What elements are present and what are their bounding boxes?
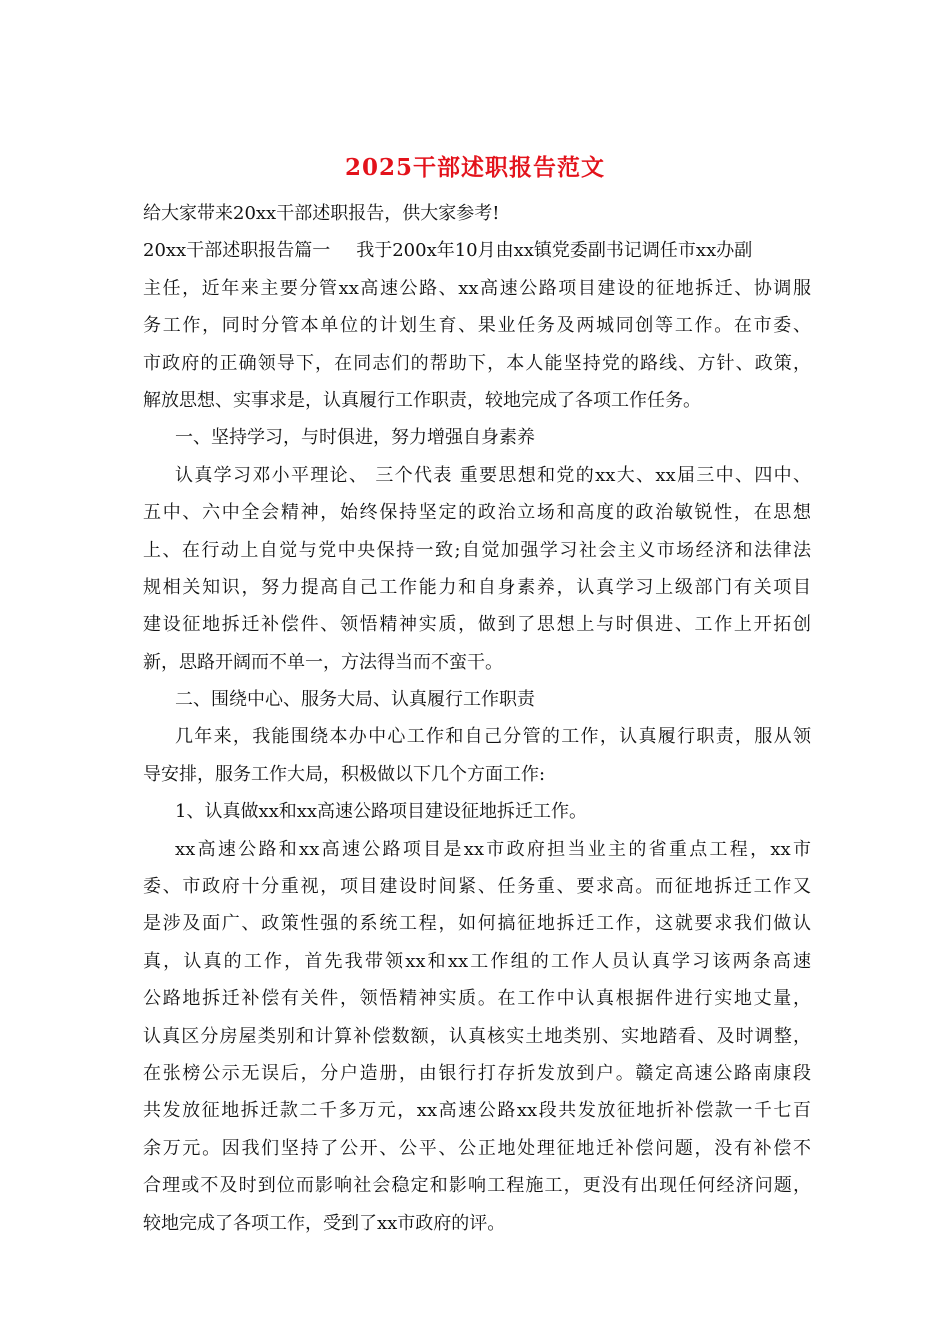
paragraph-line: 几年来，我能围绕本办中心工作和自己分管的工作，认真履行职责，服从领 [175, 726, 811, 748]
paragraph-line: 共发放征地拆迁款二千多万元，xx高速公路xx段共发放征地折补偿款一千七百 [143, 1100, 811, 1122]
intro-line: 给大家带来20xx干部述职报告，供大家参考! [143, 203, 500, 224]
report-heading-label: 20xx干部述职报告篇一 [143, 240, 331, 262]
report-heading-line [143, 232, 811, 269]
paragraph-line: 主任，近年来主要分管xx高速公路、xx高速公路项目建设的征地拆迁、协调服 [143, 277, 811, 299]
subsection-heading-1: 1、认真做xx和xx高速公路项目建设征地拆迁工作。 [175, 801, 588, 823]
paragraph-line: 合理或不及时到位而影响社会稳定和影响工程施工，更没有出现任何经济问题， [143, 1175, 811, 1197]
section-heading-2: 二、围绕中心、服务大局、认真履行工作职责 [175, 689, 535, 711]
paragraph-line: 建设征地拆迁补偿件、领悟精神实质，做到了思想上与时俱进、工作上开拓创 [143, 614, 811, 636]
paragraph-line: 务工作，同时分管本单位的计划生育、果业任务及两城同创等工作。在市委、 [143, 315, 811, 337]
paragraph-line: 规相关知识，努力提高自己工作能力和自身素养，认真学习上级部门有关项目 [143, 576, 811, 598]
paragraph-line: xx高速公路和xx高速公路项目是xx市政府担当业主的省重点工程，xx市 [175, 838, 811, 860]
paragraph-line: 公路地拆迁补偿有关件，领悟精神实质。在工作中认真根据件进行实地丈量， [143, 988, 811, 1010]
document-body [143, 195, 811, 1242]
paragraph-line: 上、在行动上自觉与党中央保持一致;自觉加强学习社会主义市场经济和法律法 [143, 539, 811, 561]
paragraph-line: 解放思想、实事求是，认真履行工作职责，较地完成了各项工作任务。 [143, 389, 701, 411]
section-heading-1: 一、坚持学习，与时俱进，努力增强自身素养 [175, 427, 535, 449]
paragraph-line: 真，认真的工作，首先我带领xx和xx工作组的工作人员认真学习该两条高速 [143, 950, 811, 972]
document-title: 2025干部述职报告范文 [344, 154, 605, 181]
report-opening-text: 我于200x年10月由xx镇党委副书记调任市xx办副 [356, 240, 753, 262]
paragraph-line: 认真区分房屋类别和计算补偿数额，认真核实土地类别、实地踏看、及时调整， [143, 1025, 811, 1047]
paragraph-line: 五中、六中全会精神，始终保持坚定的政治立场和高度的政治敏锐性，在思想 [143, 502, 811, 524]
paragraph-line: 认真学习邓小平理论、 三个代表 重要思想和党的xx大、xx届三中、四中、 [175, 464, 811, 486]
paragraph-line: 委、市政府十分重视，项目建设时间紧、任务重、要求高。而征地拆迁工作又 [143, 876, 811, 898]
paragraph-line: 在张榜公示无误后，分户造册，由银行打存折发放到户。赣定高速公路南康段 [143, 1062, 811, 1084]
paragraph-line: 余万元。因我们坚持了公开、公平、公正地处理征地迁补偿问题，没有补偿不 [143, 1137, 811, 1159]
paragraph-line: 较地完成了各项工作，受到了xx市政府的评。 [143, 1212, 506, 1234]
paragraph-line: 市政府的正确领导下，在同志们的帮助下，本人能坚持党的路线、方针、政策， [143, 352, 811, 374]
paragraph-line: 导安排，服务工作大局，积极做以下几个方面工作: [143, 763, 546, 785]
paragraph-line: 新，思路开阔而不单一，方法得当而不蛮干。 [143, 651, 503, 673]
paragraph-line: 是涉及面广、政策性强的系统工程，如何搞征地拆迁工作，这就要求我们做认 [143, 913, 811, 935]
